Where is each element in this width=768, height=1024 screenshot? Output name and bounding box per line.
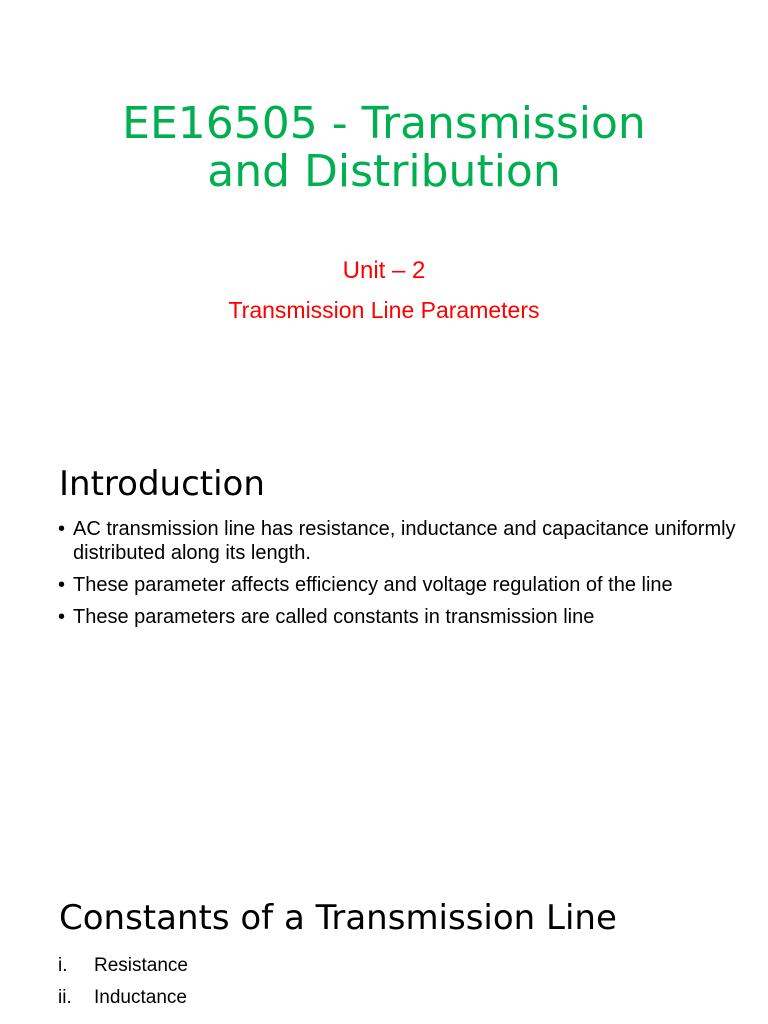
introduction-heading: Introduction — [59, 464, 265, 504]
list-item-number: ii. — [58, 987, 72, 1008]
list-item-text: Inductance — [94, 987, 187, 1008]
unit-topic: Transmission Line Parameters — [228, 297, 540, 323]
bullet-item: • These parameters are called constants in transmission line — [58, 605, 738, 629]
list-item-text: Resistance — [94, 955, 188, 976]
course-title — [0, 100, 768, 196]
unit-label: Unit – 2 — [342, 257, 426, 284]
constants-heading: Constants of a Transmission Line — [59, 898, 617, 938]
course-title-line-2: and Distribution — [207, 146, 561, 197]
list-item — [58, 986, 188, 1010]
list-item-number: i. — [58, 955, 68, 976]
course-title-line-1: EE16505 - Transmission — [122, 98, 646, 149]
bullet-item: • AC transmission line has resistance, inductance and capacitance uniformly distributed along its length. — [58, 517, 738, 565]
constants-list — [58, 954, 188, 1018]
introduction-bullet-list — [58, 517, 738, 637]
list-item — [58, 954, 188, 978]
bullet-item: • These parameter affects efficiency and voltage regulation of the line — [58, 573, 738, 597]
